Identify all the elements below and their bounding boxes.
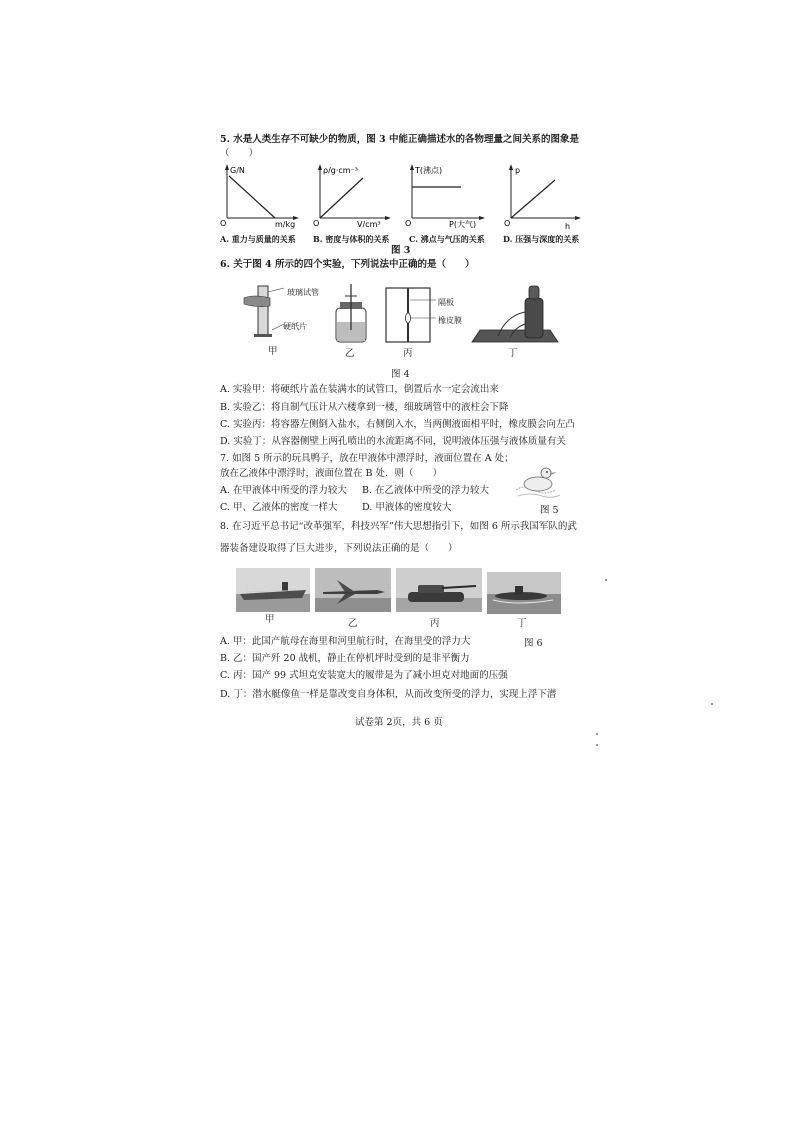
experiment-yi — [336, 284, 366, 342]
fig4-caption-bing: 丙 — [403, 348, 413, 359]
q6-option-c: C. 实验丙：将容器左侧倒入盐水，右侧倒入水，当两侧液面相平时，橡皮膜会向左凸 — [220, 419, 575, 430]
label-rubber-membrane: 橡皮膜 — [438, 316, 462, 325]
graph-a-xlabel: m/kg — [275, 220, 296, 229]
q5-graphs — [215, 160, 595, 232]
q8-option-d: D. 丁：潜水艇像鱼一样是靠改变自身体积，从而改变所受的浮力，实现上浮下潜 — [220, 689, 557, 700]
q6-option-a: A. 实验甲：将硬纸片盖在装满水的试管口，倒置后水一定会流出来 — [220, 384, 499, 395]
q7-option-c: C. 甲、乙液体的密度一样大 — [220, 502, 338, 513]
graph-b-caption: B. 密度与体积的关系 — [313, 234, 390, 244]
graph-c — [405, 164, 485, 229]
q5-stem: 5. 水是人类生存不可缺少的物质，图 3 中能正确描述水的各物理量之间关系的图象是 — [220, 134, 579, 145]
page-footer: 试卷第 2页，共 6 页 — [355, 717, 443, 728]
photo-type99-tank — [396, 568, 482, 612]
q7-line2: 放在乙液体中漂浮时，液面位置在 B 处．则（ ） — [220, 468, 443, 479]
graph-c-origin: O — [405, 219, 412, 228]
graph-d-origin: O — [504, 219, 511, 228]
figure-3-label: 图 3 — [391, 245, 411, 256]
graph-b-xlabel: V/cm³ — [357, 220, 381, 229]
figure-4-drawings — [236, 280, 561, 346]
graph-d-ylabel: p — [515, 166, 521, 175]
label-partition: 隔板 — [438, 298, 454, 307]
q6-stem: 6. 关于图 4 所示的四个实验，下列说法中正确的是（ ） — [220, 259, 475, 270]
q8-option-c: C. 丙：国产 99 式坦克安装宽大的履带是为了减小坦克对地面的压强 — [220, 670, 508, 681]
scan-speck — [605, 579, 607, 581]
q8-line2: 器装备建设取得了巨大进步，下列说法正确的是（ ） — [220, 543, 458, 554]
q6-option-d: D. 实验丁：从容器侧壁上两孔喷出的水流距离不同，说明液体压强与液体质量有关 — [220, 436, 566, 447]
graph-a-ylabel: G/N — [230, 166, 245, 175]
label-paper-card: 硬纸片 — [283, 322, 307, 331]
figure-4-label: 图 4 — [391, 369, 410, 380]
graph-a — [220, 164, 299, 229]
q8-option-b: B. 乙：国产歼 20 战机，静止在停机坪时受到的是非平衡力 — [220, 653, 470, 664]
q8-line1: 8. 在习近平总书记“改革强军，科技兴军”伟大思想指引下，如图 6 所示我国军队的武 — [220, 521, 577, 532]
scan-speck — [596, 744, 598, 746]
fig6-caption-yi: 乙 — [348, 618, 358, 629]
q7-option-d: D. 甲液体的密度较大 — [362, 502, 452, 513]
fig6-caption-bing: 丙 — [430, 618, 440, 629]
experiment-bing — [386, 288, 436, 342]
q7-option-b: B. 在乙液体中所受的浮力较大 — [362, 485, 490, 496]
q7-option-a: A. 在甲液体中所受的浮力较大 — [220, 485, 347, 496]
q7-line1: 7. 如图 5 所示的玩具鸭子，放在甲液体中漂浮时，液面位置在 A 处； — [220, 453, 514, 464]
experiment-jia — [244, 286, 284, 337]
label-glass-tube: 玻璃试管 — [287, 288, 319, 297]
photo-aircraft-carrier — [236, 568, 310, 612]
q6-option-b: B. 实验乙：将自制气压计从六楼拿到一楼，细玻璃管中的液柱会下降 — [220, 402, 509, 413]
figure-5-label: 图 5 — [540, 505, 559, 516]
scan-speck — [711, 703, 713, 705]
fig4-caption-jia: 甲 — [268, 346, 278, 357]
experiment-ding — [472, 286, 558, 342]
fig4-caption-yi: 乙 — [345, 348, 355, 359]
photo-submarine — [487, 572, 561, 614]
graph-c-caption: C. 沸点与气压的关系 — [409, 234, 485, 244]
graph-b — [313, 164, 391, 229]
q8-option-a: A. 甲：此国产航母在海里和河里航行时，在海里受的浮力大 — [220, 636, 471, 647]
figure-6-label: 图 6 — [524, 638, 543, 649]
graph-a-origin: O — [220, 219, 227, 228]
graph-d-caption: D. 压强与深度的关系 — [503, 234, 580, 244]
photo-j20-fighter — [315, 568, 391, 612]
graph-d-xlabel: h — [565, 222, 571, 231]
graph-d — [504, 164, 581, 231]
fig6-caption-jia: 甲 — [265, 614, 275, 625]
graph-b-origin: O — [313, 219, 320, 228]
fig4-caption-ding: 丁 — [508, 348, 518, 359]
graph-c-ylabel: T(沸点) — [415, 166, 443, 175]
scan-speck — [596, 733, 598, 735]
q5-answer-bracket: （ ） — [220, 148, 259, 159]
graph-a-caption: A. 重力与质量的关系 — [220, 234, 296, 244]
graph-c-xlabel: P(大气) — [449, 220, 477, 229]
toy-duck-figure — [512, 460, 564, 500]
graph-b-ylabel: ρ/g·cm⁻³ — [323, 166, 359, 175]
fig6-caption-ding: 丁 — [517, 618, 527, 629]
